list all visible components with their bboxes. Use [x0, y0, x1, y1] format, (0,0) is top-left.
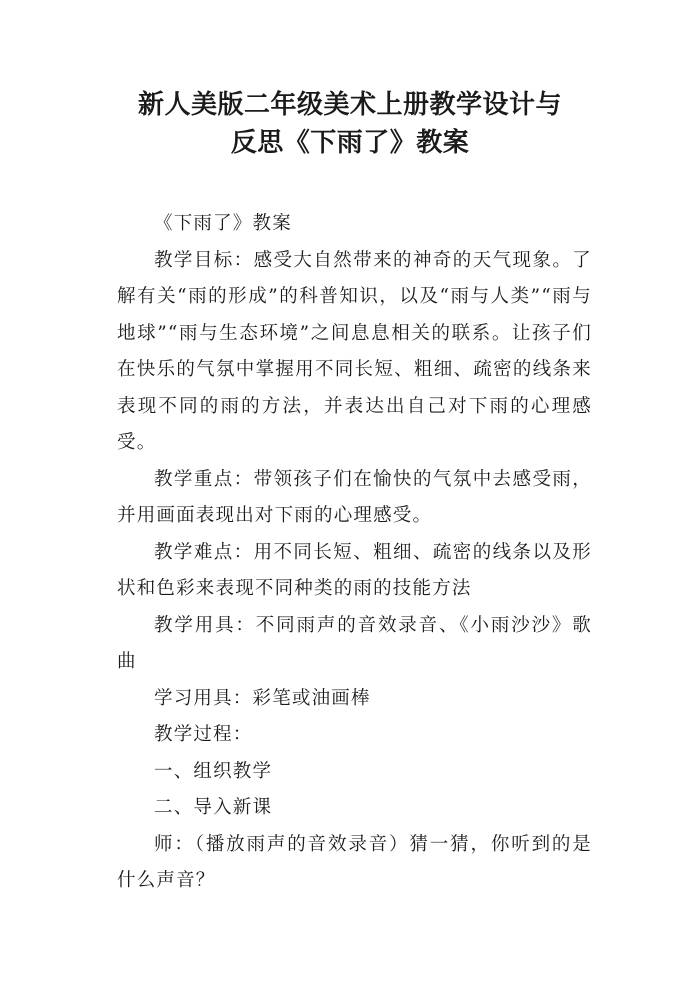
document-title — [0, 86, 700, 162]
title-line-2: 反思《下雨了》教案 — [230, 128, 470, 158]
paragraph-learning-tools: 学习用具：彩笔或油画棒 — [154, 687, 371, 709]
paragraph-teacher-line: 师：（播放雨声的音效录音）猜一猜，你听到的是什么声音？ — [117, 833, 592, 891]
paragraph-step-1: 一、组织教学 — [154, 760, 273, 782]
paragraph-lesson-name: 《下雨了》教案 — [154, 213, 292, 234]
paragraph-difficulties: 教学难点：用不同长短、粗细、疏密的线条以及形状和色彩来表现不同种类的雨的技能方法 — [117, 541, 592, 599]
paragraph-key-points: 教学重点：带领孩子们在愉快的气氛中去感受雨，并用画面表现出对下雨的心理感受。 — [117, 468, 592, 526]
title-line-1: 新人美版二年级美术上册教学设计与 — [137, 90, 562, 120]
paragraph-teaching-goals: 教学目标：感受大自然带来的神奇的天气现象。了解有关“雨的形成”的科普知识，以及“雨与人类”“雨与地球”“雨与生态环境”之间息息相关的联系。让孩子们在快乐的气氛中掌握用不同长短、粗细、疏密的线条来表现不同的雨的方法，并表达出自己对下雨的心理感受。 — [117, 249, 592, 453]
paragraph-step-2: 二、导入新课 — [154, 797, 273, 818]
paragraph-teaching-tools: 教学用具：不同雨声的音效录音、《小雨沙沙》歌曲 — [117, 614, 592, 672]
document-body — [117, 206, 592, 900]
paragraph-process-heading: 教学过程： — [154, 724, 253, 745]
